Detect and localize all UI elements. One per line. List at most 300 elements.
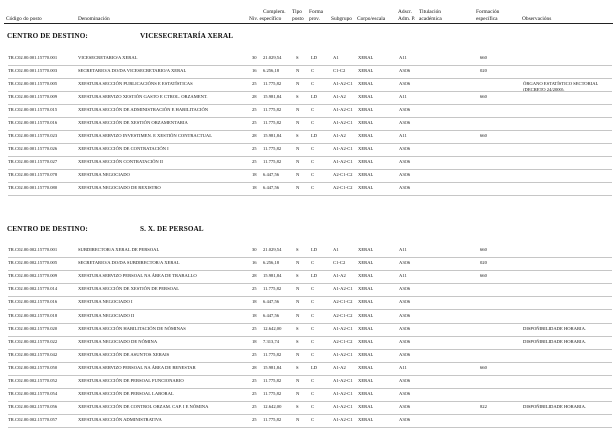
cell-observacions: DISPOÑIBILIDADE HORARIA. xyxy=(523,325,587,331)
cell-forma: C xyxy=(311,312,315,318)
cell-complemento: 15.981,84 xyxy=(263,364,282,370)
cell-formacion: 822 xyxy=(480,404,487,410)
row-divider xyxy=(8,143,612,144)
cell-adm: A11 xyxy=(399,55,407,60)
cell-subgrupo: A1-A2-C1 xyxy=(333,286,353,292)
header-adscr-label: Adscr. xyxy=(398,9,412,16)
cell-subgrupo: C1-C2 xyxy=(333,68,346,73)
cell-subgrupo: C1-C2 xyxy=(333,260,346,266)
header-observacions: Observacións xyxy=(522,15,552,22)
cell-code: TR.C02.00.001.15770.026 xyxy=(8,146,58,151)
table-row xyxy=(0,172,615,180)
cell-tipo: S xyxy=(296,247,299,252)
row-divider xyxy=(8,427,612,428)
cell-name: XEFATURA SECCIÓN DE CONTRATACIÓN I xyxy=(78,146,169,151)
cell-forma: C xyxy=(311,417,315,423)
cell-code: TR.C02.00.001.15770.015 xyxy=(8,107,58,112)
cell-tipo: N xyxy=(296,299,300,305)
cell-tipo: N xyxy=(296,81,300,86)
cell-name: XEFATURA SECCIÓN DE XESTIÓN DE PERSOAL xyxy=(78,286,180,292)
cell-corpo: XERAL xyxy=(358,404,374,410)
cell-niv: 25 xyxy=(252,325,257,331)
cell-code: TR.C02.00.002.15770.014 xyxy=(8,286,58,292)
cell-code: TR.C02.00.002.15770.057 xyxy=(8,417,58,423)
row-divider xyxy=(8,182,612,183)
cell-niv: 16 xyxy=(252,260,257,266)
table-row xyxy=(0,286,615,294)
cell-complemento: 6.256,18 xyxy=(263,260,280,266)
header-posto-label: posto xyxy=(292,15,304,22)
cell-name: XEFATURA SECCIÓN PUBLICACIÓNS E ESTATÍSTICAS xyxy=(78,81,193,86)
cell-niv: 28 xyxy=(252,364,257,370)
cell-code: TR.C02.00.002.15770.054 xyxy=(8,391,58,397)
cell-forma: LD xyxy=(311,247,318,252)
cell-subgrupo: A2-C1-C2 xyxy=(333,172,353,177)
table-row xyxy=(0,404,615,412)
cell-complemento: 11.775,82 xyxy=(263,391,282,397)
table-row xyxy=(0,55,615,63)
header-forma-prov xyxy=(309,9,323,22)
cell-subgrupo: A1-A2-C1 xyxy=(333,378,353,383)
cell-adm: A3O6 xyxy=(399,68,411,73)
cell-complemento: 21.029,54 xyxy=(263,55,282,60)
row-divider xyxy=(8,169,612,170)
cell-corpo: XERAL xyxy=(358,417,374,423)
cell-complemento: 15.981,84 xyxy=(263,133,282,138)
cell-corpo: XERAL xyxy=(358,338,374,344)
cell-code: TR.C02.00.001.15770.080 xyxy=(8,185,58,190)
cell-complemento: 11.775,82 xyxy=(263,120,282,125)
table-row xyxy=(0,326,615,334)
cell-tipo: S xyxy=(296,325,299,331)
cell-complemento: 6.256,18 xyxy=(263,68,280,73)
table-row xyxy=(0,247,615,255)
cell-tipo: N xyxy=(296,312,300,318)
cell-niv: 25 xyxy=(252,286,257,292)
cell-name: XEFATURA SERVIZO PERSOAL NA ÁREA DE TRABALLO xyxy=(78,273,197,279)
row-divider xyxy=(8,414,612,415)
cell-corpo: XERAL xyxy=(358,364,374,370)
cell-forma: C xyxy=(311,107,315,112)
header-denominacion: Denominación xyxy=(78,15,110,22)
cell-niv: 18 xyxy=(252,338,257,344)
cell-name: SECRETARIO/A DO/DA VICESECRETARIO/A XERAL xyxy=(78,68,187,73)
cell-complemento: 6.447,56 xyxy=(263,312,280,318)
cell-code: TR.C02.00.001.15770.001 xyxy=(8,55,58,60)
cell-complemento: 11.775,82 xyxy=(263,417,282,423)
header-academica-label: académica xyxy=(419,15,442,22)
table-row xyxy=(0,391,615,399)
header-niv-label: Niv. xyxy=(249,15,259,22)
cell-corpo: XERAL xyxy=(358,312,374,318)
cell-complemento: 11.775,82 xyxy=(263,351,282,357)
cell-name: XEFATURA SERVIZO PERSOAL NA ÁREA DE BENESTAR xyxy=(78,364,196,370)
cell-tipo: N xyxy=(296,351,300,357)
header-complem xyxy=(249,9,286,22)
table-row xyxy=(0,120,615,128)
cell-complemento: 6.447,56 xyxy=(263,299,280,305)
cell-forma: C xyxy=(311,172,315,177)
row-divider xyxy=(8,270,612,271)
table-row xyxy=(0,339,615,347)
cell-corpo: XERAL xyxy=(358,185,374,190)
cell-adm: A3O6 xyxy=(399,159,411,164)
cell-corpo: XERAL xyxy=(358,146,374,151)
row-divider xyxy=(8,117,612,118)
cell-tipo: N xyxy=(296,172,300,177)
header-formacion xyxy=(476,9,499,22)
cell-corpo: XERAL xyxy=(358,94,374,99)
row-divider xyxy=(8,323,612,324)
table-row xyxy=(0,133,615,141)
cell-forma: C xyxy=(311,286,315,292)
section-value: S. X. DE PERSOAL xyxy=(140,225,204,233)
cell-complemento: 12.642,00 xyxy=(263,404,282,410)
cell-code: TR.C02.00.001.15770.078 xyxy=(8,172,58,177)
row-divider xyxy=(8,257,612,258)
cell-corpo: XERAL xyxy=(358,273,374,279)
cell-niv: 18 xyxy=(252,299,257,305)
cell-subgrupo: A1-A2 xyxy=(333,94,346,99)
cell-observacions: DISPOÑIBILIDADE HORARIA. xyxy=(523,338,587,344)
cell-formacion: 020 xyxy=(480,68,487,73)
cell-corpo: XERAL xyxy=(358,120,374,125)
cell-niv: 28 xyxy=(252,133,257,138)
header-complem-label: Complem. xyxy=(263,9,286,16)
cell-complemento: 11.775,82 xyxy=(263,81,282,86)
cell-tipo: S xyxy=(296,404,299,410)
cell-niv: 28 xyxy=(252,273,257,279)
cell-adm: A11 xyxy=(399,273,407,279)
table-row xyxy=(0,365,615,373)
cell-adm: A3O6 xyxy=(399,391,411,397)
header-niv-especifico xyxy=(249,16,286,22)
cell-subgrupo: A1-A2-C1 xyxy=(333,107,353,112)
row-divider xyxy=(8,195,612,196)
cell-corpo: XERAL xyxy=(358,81,374,86)
cell-subgrupo: A1-A2-C1 xyxy=(333,325,353,331)
cell-niv: 18 xyxy=(252,312,257,318)
header-titulacion-label: Titulación xyxy=(419,9,441,16)
cell-adm: A11 xyxy=(399,133,407,138)
header-tipo-label: Tipo xyxy=(292,9,302,16)
cell-tipo: N xyxy=(296,378,300,383)
section-title xyxy=(7,32,234,40)
cell-code: TR.C02.00.002.15770.001 xyxy=(8,247,58,252)
row-divider xyxy=(8,309,612,310)
section-value: VICESECRETARÍA XERAL xyxy=(140,32,234,40)
cell-subgrupo: A1-A2-C1 xyxy=(333,417,353,423)
cell-observacions: ÓRGANO ESTATÍSTICO SECTORIAL (DECRETO 24/2000). xyxy=(523,81,599,92)
cell-code: TR.C02.00.002.15770.050 xyxy=(8,364,58,370)
cell-name: XEFATURA NEGOCIADO DE REXISTRO xyxy=(78,185,161,190)
cell-subgrupo: A1 xyxy=(333,55,339,60)
cell-niv: 25 xyxy=(252,391,257,397)
row-divider xyxy=(8,388,612,389)
cell-formacion: 660 xyxy=(480,133,487,138)
cell-complemento: 11.775,82 xyxy=(263,107,282,112)
cell-complemento: 11.775,82 xyxy=(263,159,282,164)
cell-forma: C xyxy=(311,120,315,125)
cell-subgrupo: A2-C1-C2 xyxy=(333,338,353,344)
header-tipo-posto xyxy=(292,9,304,22)
cell-subgrupo: A2-C1-C2 xyxy=(333,312,353,318)
cell-niv: 30 xyxy=(252,55,257,60)
cell-complemento: 7.313,74 xyxy=(263,338,280,344)
header-corpo-escala: Corpo/escala xyxy=(357,15,386,22)
cell-niv: 18 xyxy=(252,185,257,190)
cell-name: XEFATURA SECCIÓN ADMINISTRATIVA xyxy=(78,417,162,423)
header-adscr xyxy=(398,9,415,22)
cell-niv: 25 xyxy=(252,159,257,164)
cell-name: XEFATURA SECCIÓN DE PERSOAL LABORAL xyxy=(78,391,174,397)
cell-forma: C xyxy=(311,351,315,357)
header-rule xyxy=(4,23,613,24)
cell-name: XEFATURA SECCIÓN DE ADMINISTRACIÓN E HABILITACIÓN xyxy=(78,107,209,112)
cell-niv: 25 xyxy=(252,146,257,151)
cell-code: TR.C02.00.002.15770.022 xyxy=(8,338,58,344)
cell-formacion: 020 xyxy=(480,260,487,266)
cell-formacion: 660 xyxy=(480,55,487,60)
cell-name: SUBDIRECTOR/A XERAL DE PERSOAL xyxy=(78,247,160,252)
table-row xyxy=(0,260,615,268)
cell-adm: A3O6 xyxy=(399,107,411,112)
cell-niv: 28 xyxy=(252,94,257,99)
cell-adm: A3O6 xyxy=(399,312,411,318)
cell-subgrupo: A1 xyxy=(333,247,339,252)
cell-forma: LD xyxy=(311,364,318,370)
cell-name: XEFATURA SERVIZO INVESTIMEN. E XESTIÓN CONTRACTUAL xyxy=(78,133,213,138)
cell-niv: 25 xyxy=(252,81,257,86)
cell-corpo: XERAL xyxy=(358,107,374,112)
cell-name: XEFATURA SECCIÓN DE CONTROL ORZAM. CAP. I E NÓMINA xyxy=(78,404,209,410)
cell-tipo: N xyxy=(296,391,300,397)
cell-niv: 25 xyxy=(252,404,257,410)
cell-tipo: S xyxy=(296,273,299,279)
cell-forma: LD xyxy=(311,133,318,138)
cell-name: XEFATURA NEGOCIADO I xyxy=(78,299,133,305)
cell-niv: 16 xyxy=(252,68,257,73)
cell-forma: C xyxy=(311,146,315,151)
cell-subgrupo: A1-A2-C1 xyxy=(333,391,353,397)
row-divider xyxy=(8,296,612,297)
cell-corpo: XERAL xyxy=(358,172,374,177)
section-label: CENTRO DE DESTINO: xyxy=(7,225,88,233)
cell-complemento: 12.642,00 xyxy=(263,325,282,331)
table-row xyxy=(0,159,615,167)
cell-tipo: S xyxy=(296,338,299,344)
cell-subgrupo: A1-A2-C1 xyxy=(333,404,353,410)
cell-corpo: XERAL xyxy=(358,325,374,331)
cell-niv: 25 xyxy=(252,351,257,357)
cell-forma: LD xyxy=(311,94,318,99)
cell-corpo: XERAL xyxy=(358,351,374,357)
cell-observacions: DISPOÑIBILIDADE HORARIA. xyxy=(523,404,587,410)
cell-corpo: XERAL xyxy=(358,299,374,305)
header-prov-label: prov. xyxy=(309,15,320,22)
cell-forma: C xyxy=(311,404,315,410)
column-header xyxy=(0,4,615,22)
table-row xyxy=(0,299,615,307)
header-formacion-label: Formación xyxy=(476,9,500,16)
cell-formacion: 660 xyxy=(480,364,487,370)
cell-tipo: N xyxy=(296,146,300,151)
cell-subgrupo: A1-A2 xyxy=(333,273,346,279)
cell-tipo: N xyxy=(296,260,300,266)
cell-forma: C xyxy=(311,185,315,190)
cell-forma: LD xyxy=(311,273,318,279)
cell-subgrupo: A1-A2 xyxy=(333,133,346,138)
cell-subgrupo: A1-A2-C1 xyxy=(333,120,353,125)
cell-adm: A3O6 xyxy=(399,378,411,383)
cell-complemento: 6.447,56 xyxy=(263,172,280,177)
cell-forma: C xyxy=(311,68,315,73)
table-row xyxy=(0,107,615,115)
cell-name: XEFATURA SECCIÓN HABILITACIÓN DE NÓMINAS xyxy=(78,325,186,331)
cell-complemento: 11.775,82 xyxy=(263,378,282,383)
cell-subgrupo: A2-C1-C2 xyxy=(333,299,353,305)
cell-name: XEFATURA SECCIÓN CONTRATACIÓN II xyxy=(78,159,163,164)
cell-tipo: N xyxy=(296,159,300,164)
cell-code: TR.C02.00.001.15770.003 xyxy=(8,68,58,73)
cell-niv: 25 xyxy=(252,378,257,383)
cell-code: TR.C02.00.001.15770.027 xyxy=(8,159,58,164)
cell-subgrupo: A2-C1-C2 xyxy=(333,185,353,190)
cell-code: TR.C02.00.002.15770.018 xyxy=(8,312,58,318)
table-row xyxy=(0,273,615,281)
row-divider xyxy=(8,401,612,402)
header-subgrupo: Subgrupo xyxy=(331,15,352,22)
cell-complemento: 11.775,82 xyxy=(263,286,282,292)
header-especifico-label: específico xyxy=(259,15,282,22)
row-divider xyxy=(8,91,612,92)
cell-adm: A3O6 xyxy=(399,146,411,151)
cell-corpo: XERAL xyxy=(358,391,374,397)
row-divider xyxy=(8,156,612,157)
cell-subgrupo: A1-A2 xyxy=(333,364,346,370)
cell-forma: C xyxy=(311,81,315,86)
cell-niv: 18 xyxy=(252,172,257,177)
table-row xyxy=(0,352,615,360)
header-adm-label: Adm. P. xyxy=(398,15,416,22)
cell-corpo: XERAL xyxy=(358,133,374,138)
cell-forma: C xyxy=(311,338,315,344)
cell-tipo: S xyxy=(296,55,299,60)
cell-adm: A3O6 xyxy=(399,351,411,357)
header-titulacion xyxy=(419,9,442,22)
cell-corpo: XERAL xyxy=(358,55,374,60)
cell-niv: 25 xyxy=(252,417,257,423)
cell-niv: 30 xyxy=(252,247,257,252)
cell-corpo: XERAL xyxy=(358,378,374,383)
cell-forma: C xyxy=(311,391,315,397)
cell-complemento: 15.981,84 xyxy=(263,94,282,99)
table-row xyxy=(0,94,615,102)
cell-adm: A3O6 xyxy=(399,404,411,410)
cell-adm: A3O6 xyxy=(399,325,411,331)
cell-complemento: 6.447,56 xyxy=(263,185,280,190)
cell-tipo: S xyxy=(296,94,299,99)
cell-name: XEFATURA SECCIÓN DE XESTIÓN ORZAMENTARIA xyxy=(78,120,188,125)
cell-subgrupo: A1-A2-C1 xyxy=(333,159,353,164)
cell-niv: 25 xyxy=(252,120,257,125)
cell-formacion: 660 xyxy=(480,247,487,252)
cell-adm: A11 xyxy=(399,364,407,370)
cell-name: XEFATURA SECCIÓN DE ASUNTOS XERAIS xyxy=(78,351,170,357)
row-divider xyxy=(8,130,612,131)
table-row xyxy=(0,81,615,92)
cell-forma: C xyxy=(311,325,315,331)
cell-code: TR.C02.00.002.15770.016 xyxy=(8,299,58,305)
cell-corpo: XERAL xyxy=(358,68,374,73)
cell-code: TR.C02.00.001.15770.009 xyxy=(8,94,58,99)
table-row xyxy=(0,146,615,154)
cell-code: TR.C02.00.001.15770.023 xyxy=(8,133,58,138)
cell-corpo: XERAL xyxy=(358,159,374,164)
cell-tipo: N xyxy=(296,107,300,112)
section-label: CENTRO DE DESTINO: xyxy=(7,32,88,40)
row-divider xyxy=(8,283,612,284)
cell-name: VICESECRETARIO/A XERAL xyxy=(78,55,138,60)
cell-tipo: N xyxy=(296,417,300,423)
cell-tipo: S xyxy=(296,133,299,138)
cell-code: TR.C02.00.002.15770.020 xyxy=(8,325,58,331)
row-divider xyxy=(8,65,612,66)
cell-tipo: N xyxy=(296,286,300,292)
cell-complemento: 11.775,82 xyxy=(263,146,282,151)
cell-complemento: 21.029,54 xyxy=(263,247,282,252)
cell-code: TR.C02.00.002.15770.056 xyxy=(8,404,58,410)
table-row xyxy=(0,185,615,193)
cell-forma: C xyxy=(311,378,315,383)
cell-code: TR.C02.00.001.15770.016 xyxy=(8,120,58,125)
header-especifica-label: específica xyxy=(476,15,498,22)
table-row xyxy=(0,313,615,321)
cell-formacion: 660 xyxy=(480,94,487,99)
cell-corpo: XERAL xyxy=(358,247,374,252)
cell-code: TR.C02.00.002.15770.009 xyxy=(8,273,58,279)
cell-subgrupo: A1-A2-C1 xyxy=(333,351,353,357)
cell-name: XEFATURA NEGOCIADO xyxy=(78,172,130,177)
cell-code: TR.C02.00.002.15770.052 xyxy=(8,378,58,383)
table-row xyxy=(0,68,615,76)
row-divider xyxy=(8,375,612,376)
cell-forma: LD xyxy=(311,55,318,60)
table-row xyxy=(0,417,615,425)
section-title xyxy=(7,225,204,233)
cell-corpo: XERAL xyxy=(358,260,374,266)
cell-adm: A3O6 xyxy=(399,299,411,305)
row-divider xyxy=(8,349,612,350)
cell-name: SECRETARIO/A DO/DA SUBDIRECTOR/A XERAL xyxy=(78,260,180,266)
cell-code: TR.C02.00.002.15770.042 xyxy=(8,351,58,357)
cell-adm: A3O6 xyxy=(399,81,411,86)
cell-name: XEFATURA SECCIÓN DE PERSOAL FUNCIONARIO xyxy=(78,378,184,383)
cell-tipo: N xyxy=(296,185,300,190)
cell-adm: A3O6 xyxy=(399,338,411,344)
cell-corpo: XERAL xyxy=(358,286,374,292)
cell-tipo: N xyxy=(296,120,300,125)
row-divider xyxy=(8,336,612,337)
row-divider xyxy=(8,78,612,79)
cell-subgrupo: A1-A2-C1 xyxy=(333,146,353,151)
cell-forma: C xyxy=(311,159,315,164)
cell-name: XEFATURA NEGOCIADO II xyxy=(78,312,135,318)
cell-adm: A3O6 xyxy=(399,172,411,177)
cell-adm: A3O6 xyxy=(399,260,411,266)
cell-adm: A3O6 xyxy=(399,120,411,125)
header-codigo: Código do posto xyxy=(6,15,42,22)
